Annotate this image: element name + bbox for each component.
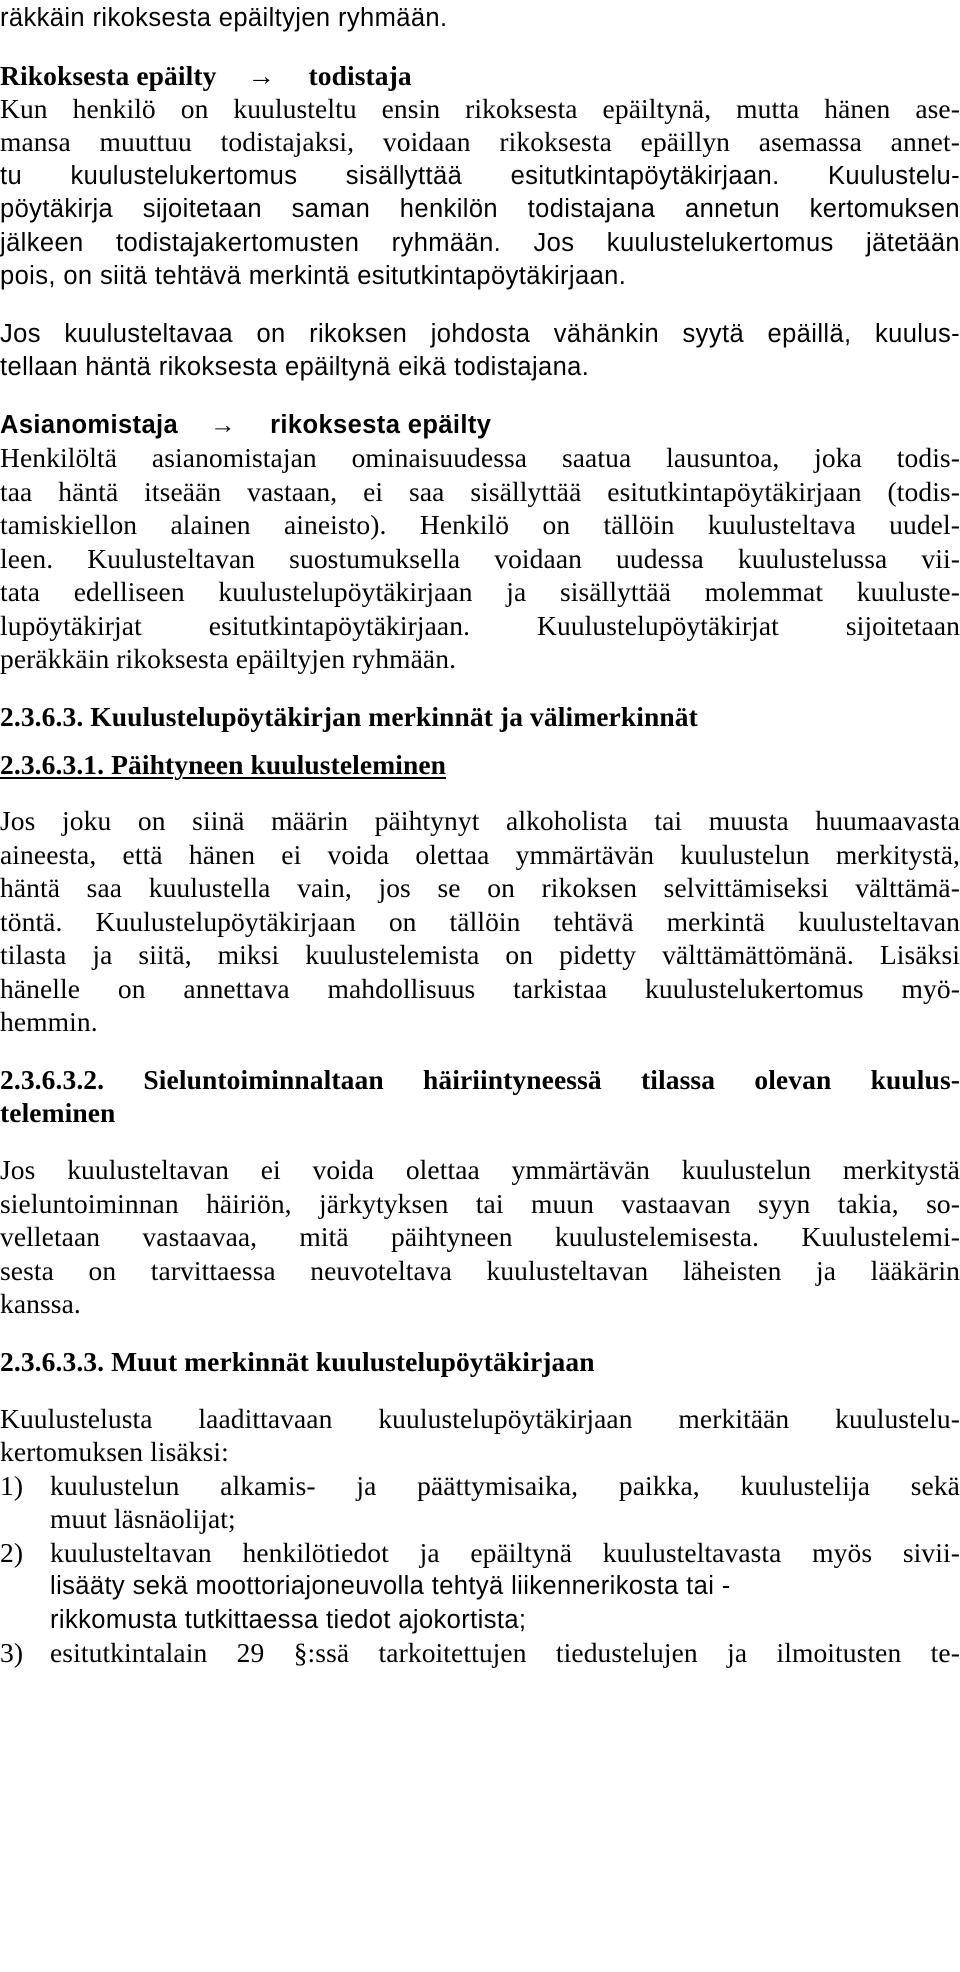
paragraph-line: Jos joku on siinä määrin päihtynyt alkoholista tai muusta huumaavasta	[0, 805, 960, 836]
section-heading-2-3-6-3-3: 2.3.6.3.3. Muut merkinnät kuulustelupöytäkirjaan	[0, 1346, 595, 1377]
paragraph-line: sieluntoiminnan häiriön, järkytyksen tai muun vastaavan syyn takia, so-	[0, 1188, 960, 1219]
paragraph-line: jälkeen todistajakertomusten ryhmään. Jos kuulustelukertomus jätetään	[0, 229, 960, 257]
section-heading-2-3-6-3-1	[0, 747, 960, 783]
section-heading-2-3-6-3-2: 2.3.6.3.2. Sieluntoiminnaltaan häiriintyneessä tilassa olevan kuulus-	[0, 1064, 960, 1095]
paragraph-line: tilasta ja siitä, miksi kuulustelemista on pidetty välttämättömänä. Lisäksi	[0, 939, 960, 970]
right-arrow-icon: →	[210, 411, 237, 439]
list-item-line: rikkomusta tutkittaessa tiedot ajokortista;	[50, 1606, 527, 1634]
paragraph-line: pois, on siitä tehtävä merkintä esitutkintapöytäkirjaan.	[0, 262, 627, 290]
section-heading-2-3-6-3: 2.3.6.3. Kuulustelupöytäkirjan merkinnät ja välimerkinnät	[0, 701, 698, 732]
paragraph-line: hemmin.	[0, 1006, 98, 1037]
paragraph-line: tamiskiellon alainen aineisto). Henkilö on tällöin kuulusteltava uudel-	[0, 509, 960, 540]
paragraph-line: kanssa.	[0, 1288, 81, 1319]
right-arrow-icon: →	[247, 60, 276, 91]
paragraph-line: räkkäin rikoksesta epäiltyjen ryhmään.	[0, 4, 448, 32]
paragraph-line: Jos kuulusteltavan ei voida olettaa ymmärtävän kuulustelun merkitystä	[0, 1154, 960, 1185]
paragraph-line: Kun henkilö on kuulusteltu ensin rikoksesta epäiltynä, mutta hänen ase-	[0, 93, 960, 124]
section-heading-complainant-to-suspect	[0, 407, 960, 443]
list-item-line: kuulusteltavan henkilötiedot ja epäiltynä kuulusteltavasta myös sivii-	[50, 1537, 960, 1568]
list-item-line: lisääty sekä moottoriajoneuvolla tehtyä liikennerikosta tai -	[50, 1572, 731, 1600]
list-number: 1)	[0, 1470, 24, 1501]
list-number: 2)	[0, 1537, 24, 1568]
heading-text: 2.3.6.3.1. Päihtyneen kuulusteleminen	[0, 749, 447, 780]
heading-from: Asianomistaja	[0, 411, 179, 439]
list-number: 3)	[0, 1637, 24, 1668]
paragraph-line: Henkilöltä asianomistajan ominaisuudessa saatua lausuntoa, joka todis-	[0, 442, 960, 473]
list-item-line: esitutkintalain 29 §:ssä tarkoitettujen tiedustelujen ja ilmoitusten te-	[50, 1637, 960, 1668]
paragraph-line: Kuulustelusta laadittavaan kuulustelupöytäkirjaan merkitään kuulustelu-	[0, 1403, 960, 1434]
list-item-line: muut läsnäolijat;	[50, 1503, 236, 1534]
paragraph-line: tellaan häntä rikoksesta epäiltynä eikä todistajana.	[0, 353, 590, 381]
paragraph-line: peräkkäin rikoksesta epäiltyjen ryhmään.	[0, 643, 457, 674]
paragraph-line: tu kuulustelukertomus sisällyttää esitutkintapöytäkirjaan. Kuulustelu-	[0, 162, 960, 190]
section-heading-2-3-6-3-2-cont: teleminen	[0, 1097, 116, 1128]
paragraph-line: pöytäkirja sijoitetaan saman henkilön todistajana annetun kertomuksen	[0, 195, 960, 223]
heading-from: Rikoksesta epäilty	[0, 60, 217, 91]
paragraph-line: kertomuksen lisäksi:	[0, 1436, 229, 1467]
paragraph-line: töntä. Kuulustelupöytäkirjaan on tällöin tehtävä merkintä kuulusteltavan	[0, 906, 960, 937]
paragraph-line: aineesta, että hänen ei voida olettaa ymmärtävän kuulustelun merkitystä,	[0, 839, 960, 870]
paragraph-line: häntä saa kuulustella vain, jos se on rikoksen selvittämiseksi välttämä-	[0, 872, 960, 903]
paragraph-line: lupöytäkirjat esitutkintapöytäkirjaan. Kuulustelupöytäkirjat sijoitetaan	[0, 610, 960, 641]
paragraph-line: taa häntä itseään vastaan, ei saa sisällyttää esitutkintapöytäkirjaan (todis-	[0, 476, 960, 507]
paragraph-line: hänelle on annettava mahdollisuus tarkistaa kuulustelukertomus myö-	[0, 973, 960, 1004]
paragraph-line: tata edelliseen kuulustelupöytäkirjaan ja sisällyttää molemmat kuuluste-	[0, 576, 960, 607]
paragraph-line: sesta on tarvittaessa neuvoteltava kuulusteltavan läheisten ja lääkärin	[0, 1255, 960, 1286]
section-heading-suspect-to-witness	[0, 58, 960, 94]
list-item-line: kuulustelun alkamis- ja päättymisaika, paikka, kuulustelija sekä	[50, 1470, 960, 1501]
paragraph-line: Jos kuulusteltavaa on rikoksen johdosta vähänkin syytä epäillä, kuulus-	[0, 320, 960, 348]
paragraph-line: mansa muuttuu todistajaksi, voidaan rikoksesta epäillyn asemassa annet-	[0, 126, 960, 157]
heading-to: rikoksesta epäilty	[270, 411, 492, 439]
paragraph-line: leen. Kuulusteltavan suostumuksella voidaan uudessa kuulustelussa vii-	[0, 543, 960, 574]
heading-to: todistaja	[308, 60, 412, 91]
paragraph-line: velletaan vastaavaa, mitä päihtyneen kuulustelemisesta. Kuulustelemi-	[0, 1221, 960, 1252]
